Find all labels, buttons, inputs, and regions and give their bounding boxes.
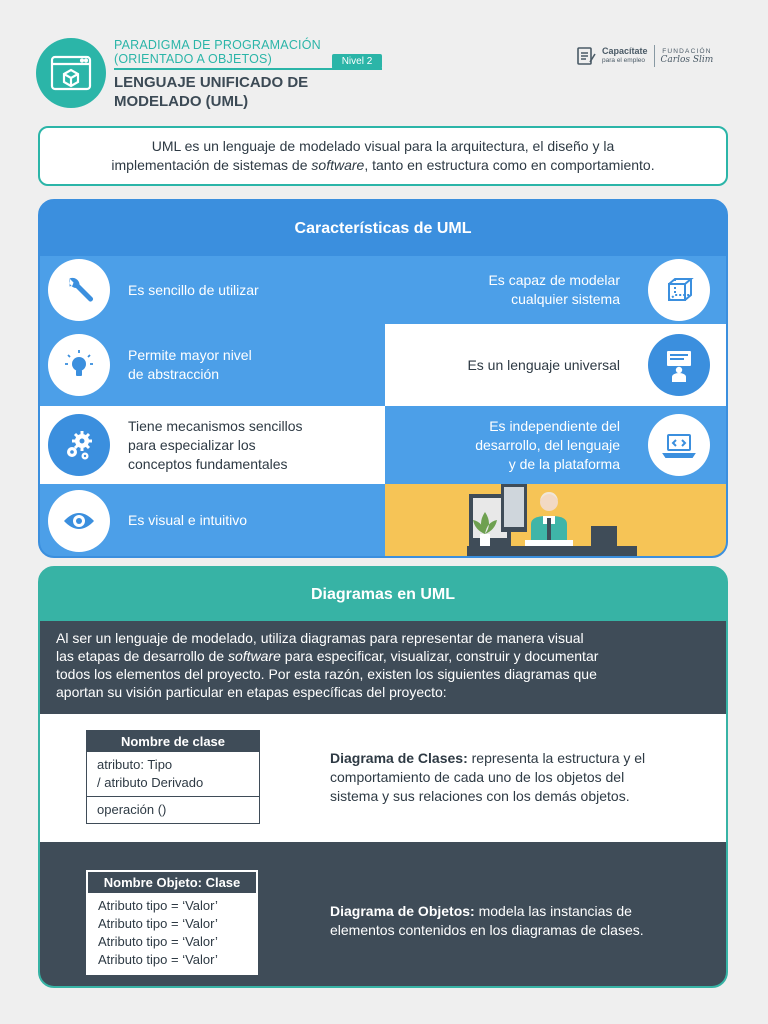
class-attributes <box>87 752 259 797</box>
characteristic-text: para especializar los <box>128 436 256 453</box>
intro-text: , tanto en estructura como en comportamiento. <box>364 157 655 173</box>
level-badge: Nivel 2 <box>332 54 382 69</box>
class-attribute: / atributo Derivado <box>97 775 204 790</box>
diagrams-card <box>38 566 728 988</box>
diagrams-title: Diagramas en UML <box>310 585 456 603</box>
browser-cube-icon <box>48 50 94 96</box>
characteristic-item <box>385 256 726 324</box>
characteristic-item <box>385 406 726 484</box>
object-diagram-term: Diagrama de Objetos: <box>330 903 475 919</box>
foundation-name: Carlos Slim <box>660 55 714 65</box>
course-logo <box>36 38 106 108</box>
characteristic-text: cualquier sistema <box>511 291 620 307</box>
laptop-code-icon <box>648 414 710 476</box>
eye-icon <box>48 490 110 552</box>
characteristic-text: de abstracción <box>128 366 220 382</box>
subtitle-line: PARADIGMA DE PROGRAMACIÓN <box>114 38 321 52</box>
intro-line: UML es un lenguaje de modelado visual para la arquitectura, el diseño y la <box>151 138 615 154</box>
brand-separator <box>654 45 655 67</box>
intro-italic: software <box>311 157 365 173</box>
object-diagram-row <box>40 842 726 988</box>
course-subtitle <box>114 38 321 66</box>
class-name: Nombre de clase <box>87 731 259 752</box>
class-diagram-row <box>40 714 726 842</box>
description-text: comportamiento de cada uno de los objetos del <box>330 769 625 785</box>
description-text: modela las instancias de <box>474 903 632 919</box>
object-name: Nombre Objeto: Clase <box>88 872 256 893</box>
object-attribute: Atributo tipo = ‘Valor’ <box>98 916 218 931</box>
characteristic-text: y de la plataforma <box>508 455 620 472</box>
characteristic-item <box>40 324 385 406</box>
title-line: LENGUAJE UNIFICADO DE <box>114 74 309 91</box>
intro-box <box>38 126 728 186</box>
subtitle-line: (ORIENTADO A OBJETOS) <box>114 52 272 66</box>
class-operation: operación () <box>97 802 167 817</box>
characteristic-item <box>40 406 385 484</box>
characteristic-text: Es independiente del <box>489 417 620 434</box>
class-diagram-description <box>330 749 645 806</box>
class-attribute: atributo: Tipo <box>97 757 173 772</box>
wrench-icon <box>48 259 110 321</box>
description-text: elementos contenidos en los diagramas de clases. <box>330 922 644 938</box>
characteristics-grid <box>40 256 726 557</box>
paragraph-line: Al ser un lenguaje de modelado, utiliza diagramas para representar de manera visual <box>56 630 584 646</box>
capacitate-logo-icon <box>576 45 596 67</box>
foundation-label: FUNDACIÓN <box>662 48 712 55</box>
object-attribute: Atributo tipo = ‘Valor’ <box>98 934 218 949</box>
title-line: MODELADO (UML) <box>114 93 249 110</box>
brand-name: Capacítate <box>602 46 648 56</box>
page-title <box>114 73 308 111</box>
characteristic-text: Es sencillo de utilizar <box>128 281 259 298</box>
gears-icon <box>48 414 110 476</box>
presenter-icon <box>648 334 710 396</box>
class-diagram-term: Diagrama de Clases: <box>330 750 468 766</box>
object-attributes <box>88 893 256 973</box>
characteristic-text: Es un lenguaje universal <box>467 356 620 373</box>
characteristic-text: Es visual e intuitivo <box>128 512 248 528</box>
characteristic-text: Tiene mecanismos sencillos <box>128 417 303 434</box>
paragraph-line: todos los elementos del proyecto. Por esta razón, existen los siguientes diagramas que <box>56 666 597 682</box>
characteristic-text: Es capaz de modelar <box>488 272 620 288</box>
capacitate-brand <box>602 46 648 66</box>
characteristic-text: Permite mayor nivel <box>128 347 252 363</box>
object-diagram-description <box>330 902 644 940</box>
object-attribute: Atributo tipo = ‘Valor’ <box>98 898 218 913</box>
characteristic-item <box>40 256 385 324</box>
characteristic-text: desarrollo, del lenguaje <box>475 436 620 453</box>
brand-tagline: para el empleo <box>602 57 645 64</box>
diagrams-intro <box>40 621 726 714</box>
characteristic-item <box>385 324 726 406</box>
characteristics-card <box>38 199 728 558</box>
office-illustration <box>385 484 726 557</box>
characteristic-text: conceptos fundamentales <box>128 455 288 472</box>
paragraph-italic: software <box>228 648 281 664</box>
description-text: representa la estructura y el <box>467 750 646 766</box>
characteristics-title: Características de UML <box>294 219 472 237</box>
characteristic-item <box>40 484 385 557</box>
object-box <box>86 870 258 975</box>
paragraph-text: las etapas de desarrollo de <box>56 648 228 664</box>
lightbulb-icon <box>48 334 110 396</box>
object-attribute: Atributo tipo = ‘Valor’ <box>98 952 218 967</box>
paragraph-line: aportan su visión particular en etapas específicas del proyecto: <box>56 684 447 700</box>
paragraph-text: para especificar, visualizar, construir y documentar <box>280 648 599 664</box>
foundation-brand <box>661 47 714 65</box>
brand-logos <box>576 42 726 70</box>
office-illustration-svg <box>385 484 726 557</box>
class-box <box>86 730 260 824</box>
intro-text: implementación de sistemas de <box>111 157 312 173</box>
description-text: sistema y sus relaciones con los demás objetos. <box>330 788 630 804</box>
cube-icon <box>648 259 710 321</box>
